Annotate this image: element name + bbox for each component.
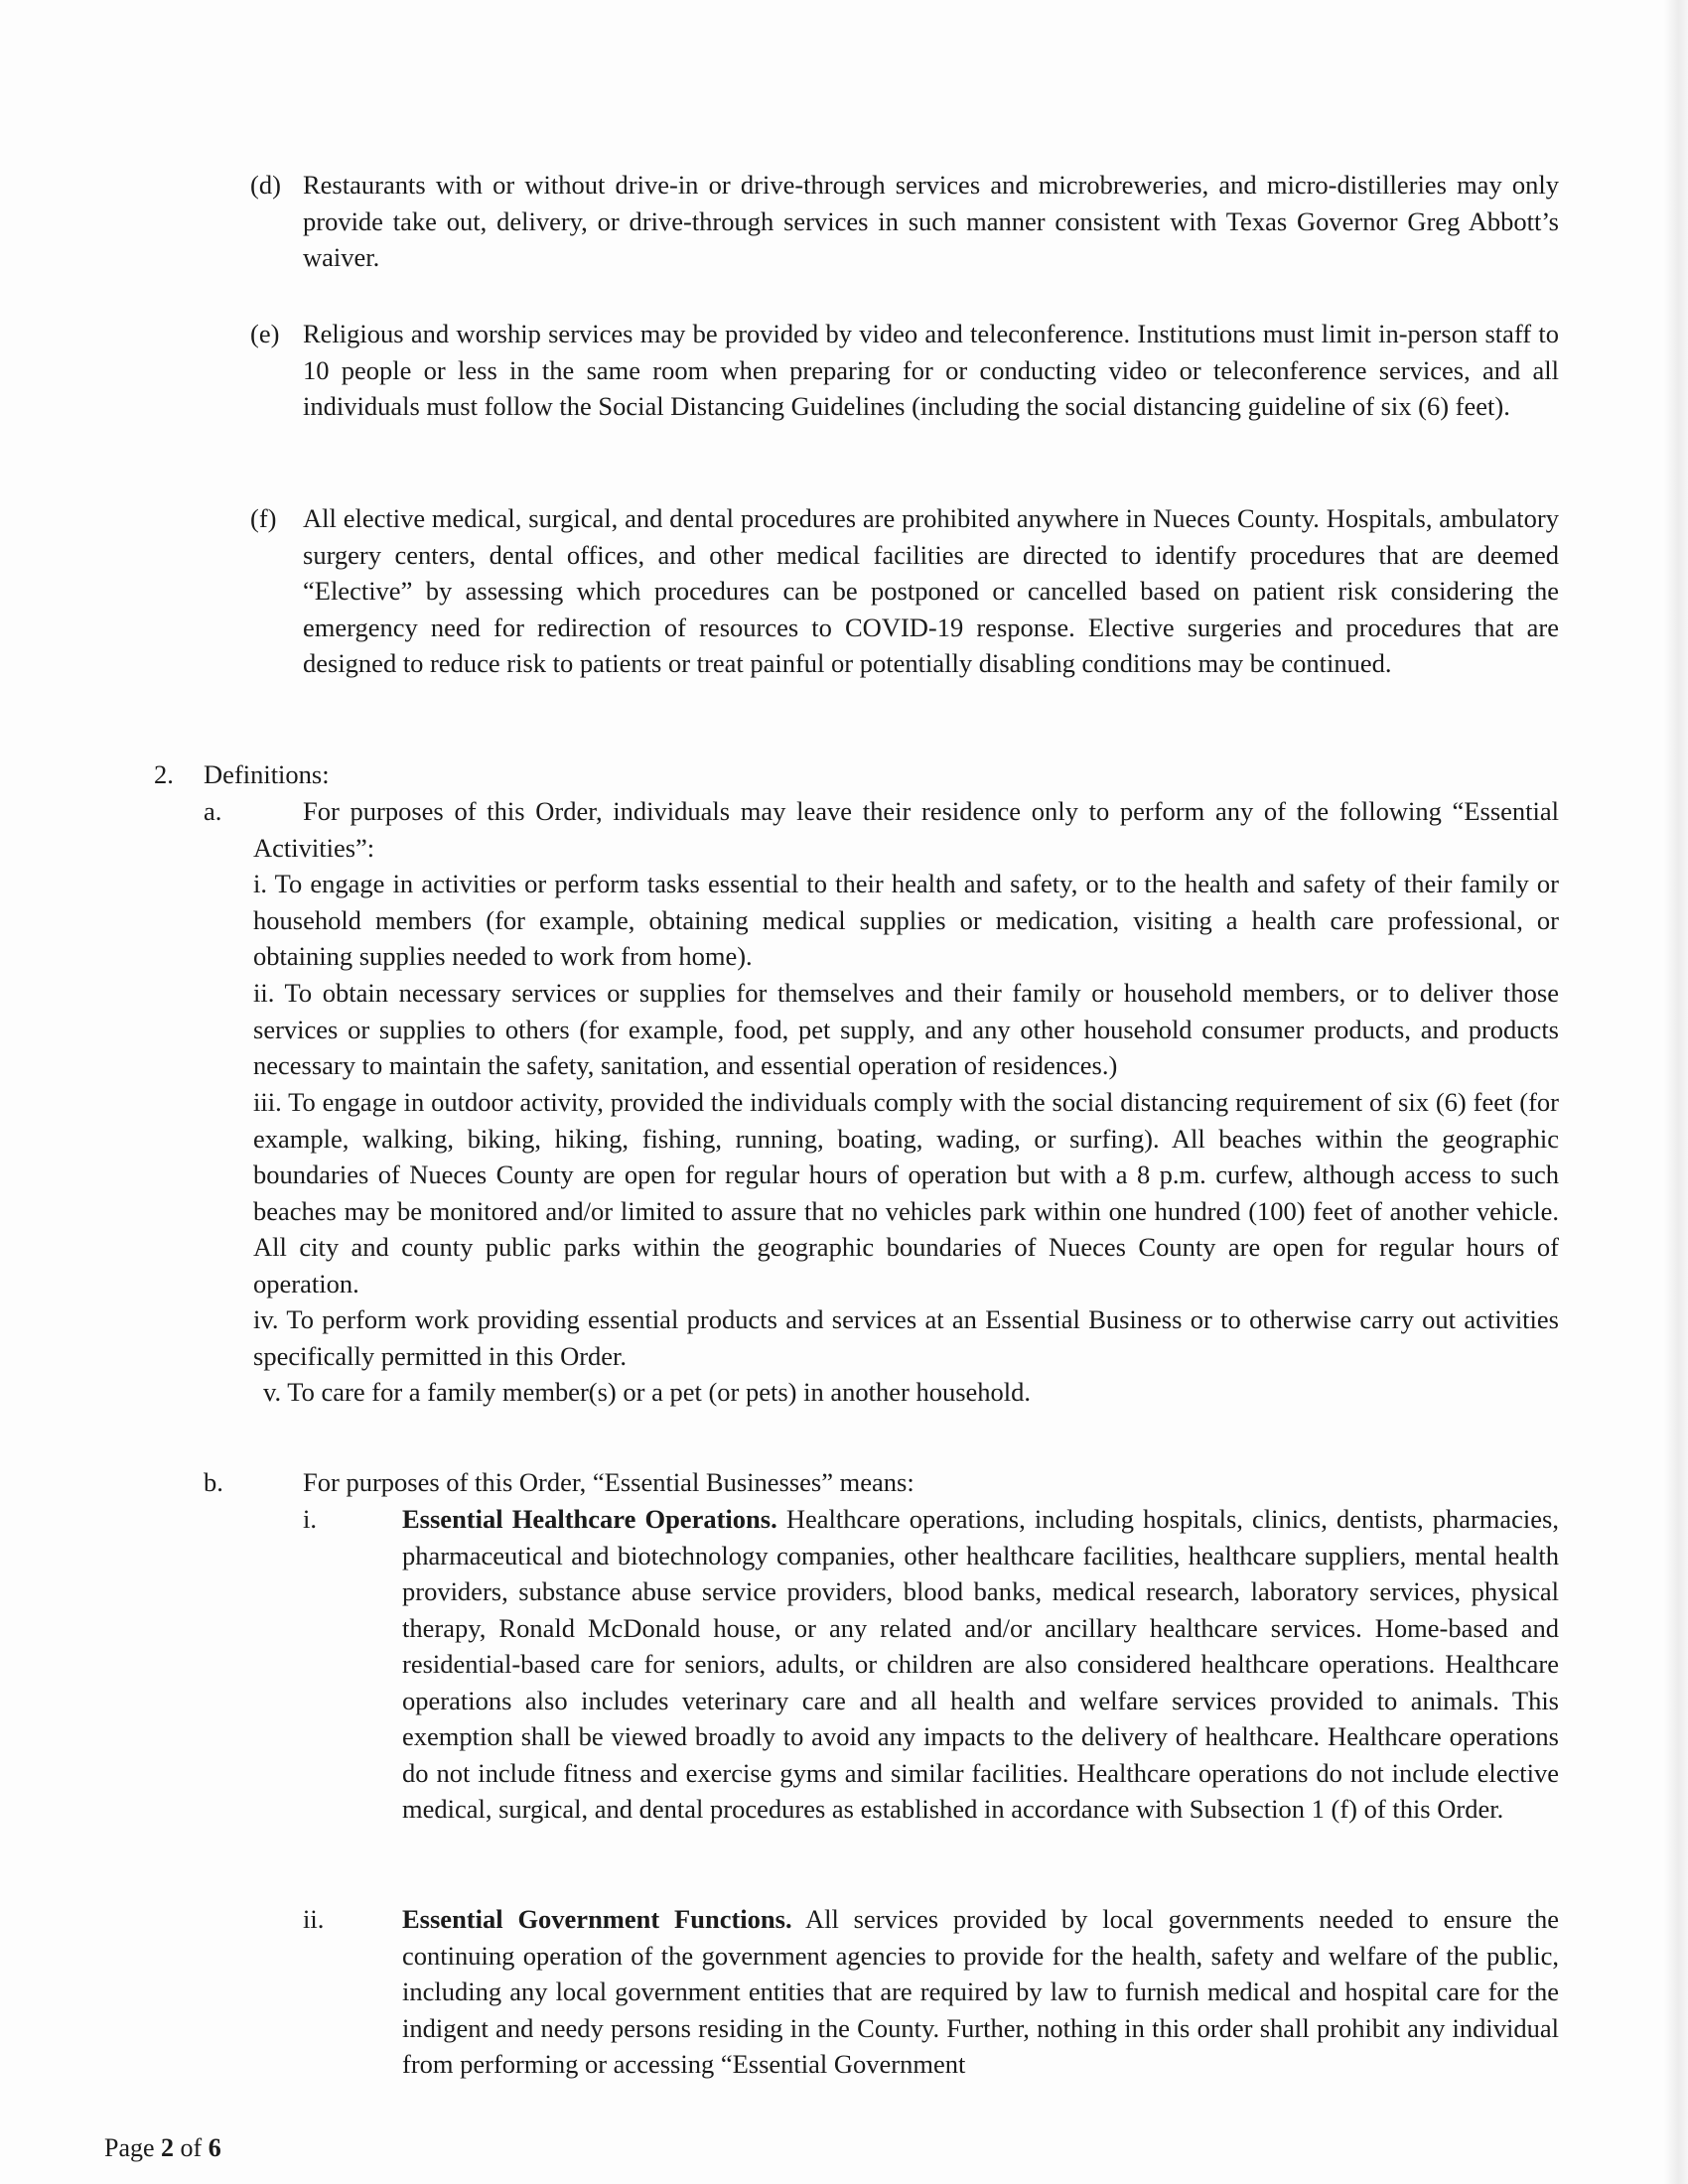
section-number: 2. [154,759,174,789]
business-label-i: i. [303,1504,317,1534]
subsection-b-intro: For purposes of this Order, “Essential Businesses” means: [303,1467,914,1497]
business-label-ii: ii. [303,1904,325,1934]
business-title-healthcare: Essential Healthcare Operations. [402,1504,777,1534]
business-healthcare: Essential Healthcare Operations. Healthcare operations, including hospitals, clinics, dentists, pharmacies, pharmaceutical and biotechnology companies, other healthcare facilities, healthcare suppliers, mental health providers, substance abuse service providers, blood banks, medical research, laboratory services, physical therapy, Ronald McDonald house, or any related and/or ancillary healthcare services. Home-based and residential-based care for seniors, adults, or children are also considered healthcare operations. Healthcare operations also includes veterinary care and all health and welfare services provided to animals. This exemption shall be viewed broadly to avoid any impacts to the delivery of healthcare. Healthcare operations do not include fitness and exercise gyms and similar facilities. Healthcare operations do not include elective medical, surgical, and dental procedures as established in accordance with Subsection 1 (f) of this Order. [402,1504,1559,1824]
subsection-a-intro: For purposes of this Order, individuals may leave their residence only to perform any of the following “Essential Activities”: [253,796,1559,863]
item-label-d: (d) [250,170,281,200]
item-label-e: (e) [250,319,280,348]
page-number: Page 2 of 6 [104,2133,221,2162]
subsection-label-a: a. [204,796,222,826]
activity-v: v. To care for a family member(s) or a pet (or pets) in another household. [263,1377,1032,1407]
scan-edge-shadow [1664,0,1688,2184]
activity-i: i. To engage in activities or perform tasks essential to their health and safety, or to the health and safety of their family or household members (for example, obtaining medical supplies or medication, visiting a health care professional, or obtaining supplies needed to work from home). [253,869,1559,971]
subsection-label-b: b. [204,1467,223,1497]
activity-iii: iii. To engage in outdoor activity, provided the individuals comply with the social distancing requirement of six (6) feet (for example, walking, biking, hiking, fishing, running, boating, wading, or surfing). All beaches within the geographic boundaries of Nueces County are open for regular hours of operation but with a 8 p.m. curfew, although access to such beaches may be monitored and/or limited to assure that no vehicles park within one hundred (100) feet of another vehicle. All city and county public parks within the geographic boundaries of Nueces County are open for regular hours of operation. [253,1087,1559,1298]
paragraph-e: Religious and worship services may be provided by video and teleconference. Institutions must limit in-person staff to 10 people or less in the same room when preparing for or conducting video or teleconference services, and all individuals must follow the Social Distancing Guidelines (including the social distancing guideline of six (6) feet). [303,319,1559,421]
paragraph-d: Restaurants with or without drive-in or drive-through services and microbreweries, and micro-distilleries may only provide take out, delivery, or drive-through services in such manner consistent with Texas Governor Greg Abbott’s waiver. [303,170,1559,272]
business-title-government: Essential Government Functions. [402,1904,792,1934]
business-government: Essential Government Functions. All services provided by local governments needed to ensure the continuing operation of the government agencies to provide for the health, safety and welfare of the public, including any local government entities that are required by law to furnish medical and hospital care for the indigent and needy persons residing in the County. Further, nothing in this order shall prohibit any individual from performing or accessing “Essential Government [402,1904,1559,2079]
activity-iv: iv. To perform work providing essential products and services at an Essential Business or to otherwise carry out activities specifically permitted in this Order. [253,1304,1559,1371]
paragraph-f: All elective medical, surgical, and dental procedures are prohibited anywhere in Nueces County. Hospitals, ambulatory surgery centers, dental offices, and other medical facilities are directed to identify procedures that are deemed “Elective” by assessing which procedures can be postponed or cancelled based on patient risk considering the emergency need for redirection of resources to COVID-19 response. Elective surgeries and procedures that are designed to reduce risk to patients or treat painful or potentially disabling conditions may be continued. [303,503,1559,678]
item-label-f: (f) [250,503,277,533]
activity-ii: ii. To obtain necessary services or supplies for themselves and their family or household members, or to deliver those services or supplies to others (for example, food, pet supply, and any other household consumer products, and products necessary to maintain the safety, sanitation, and essential operation of residences.) [253,978,1559,1080]
section-heading: Definitions: [204,759,330,789]
